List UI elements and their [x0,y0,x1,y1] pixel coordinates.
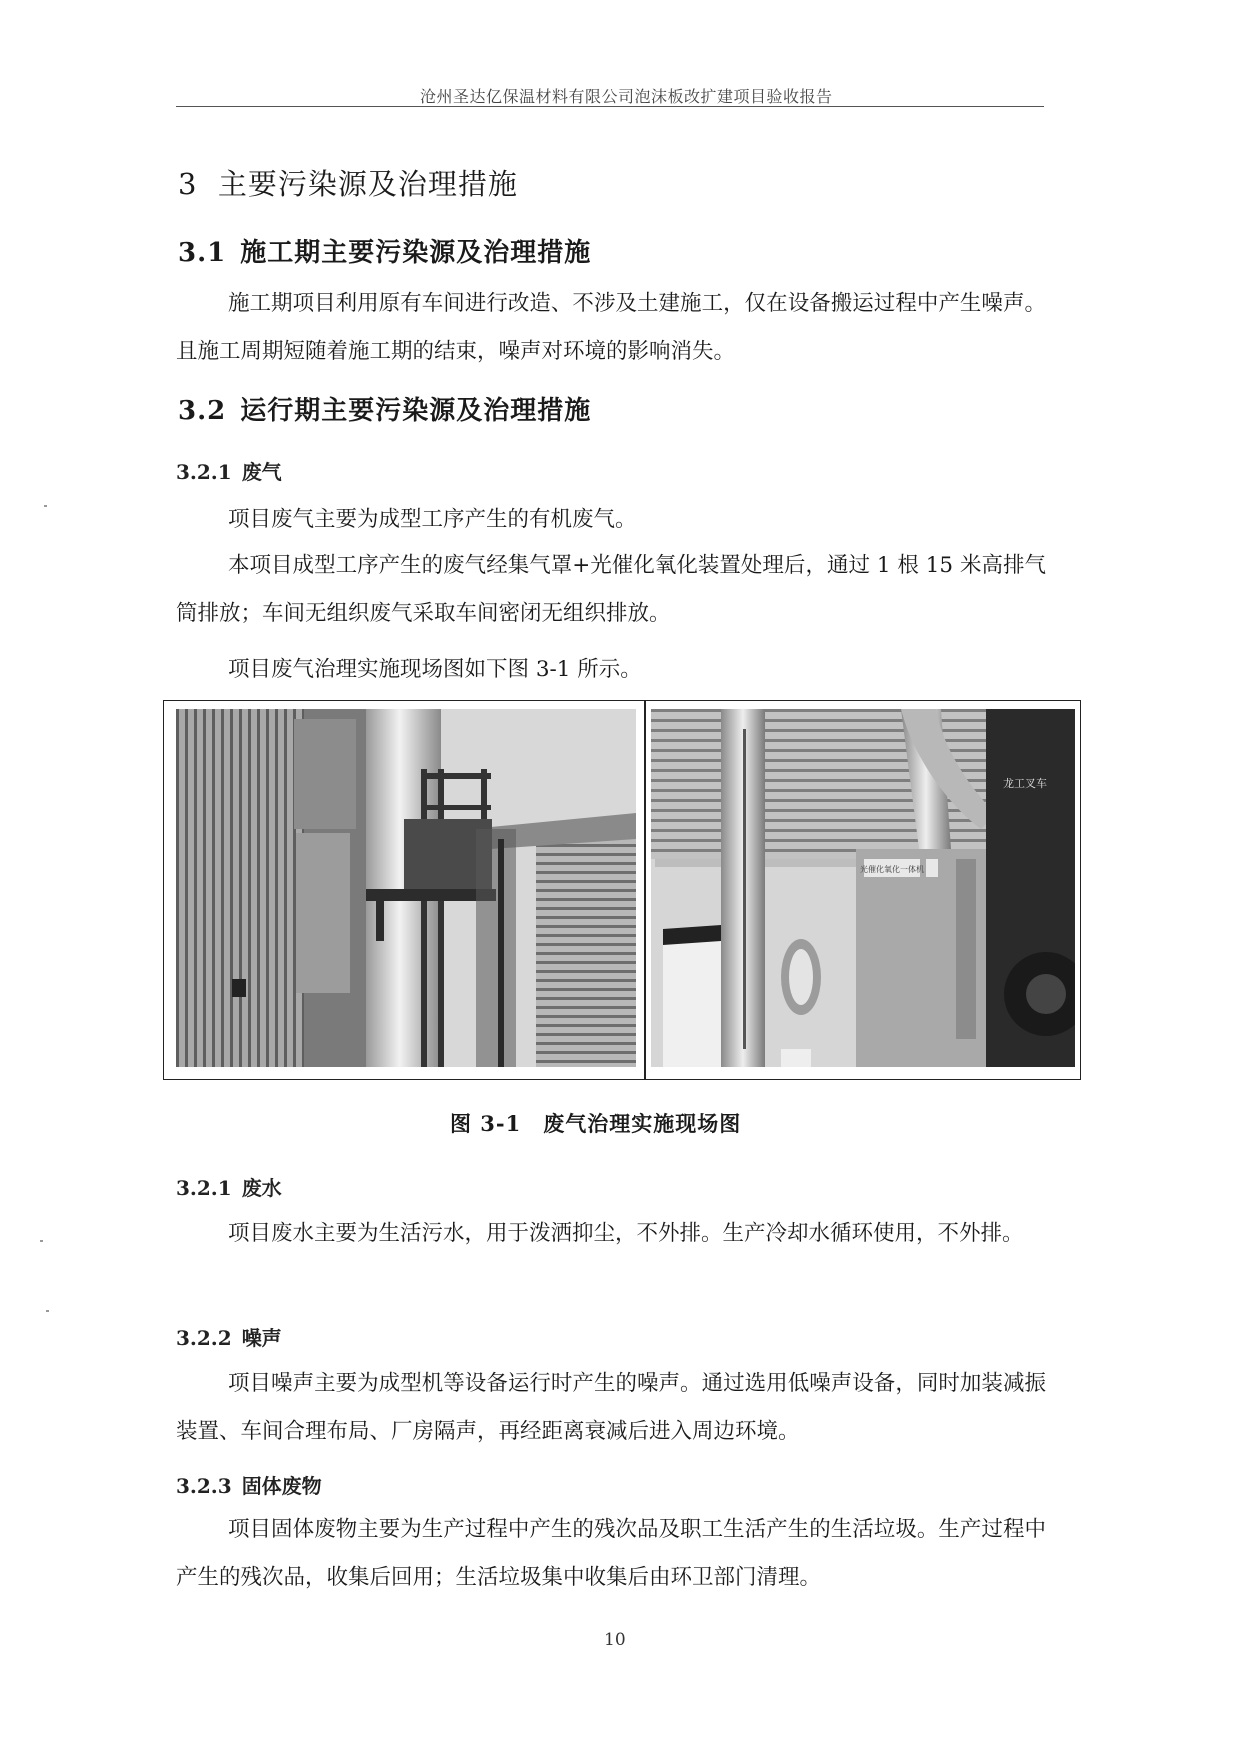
waste-gas-paragraph-3: 项目废气治理实施现场图如下图 3-1 所示。 [228,657,642,682]
solid-waste-heading [176,1470,322,1499]
photo-right-illustration [651,709,1075,1067]
header-divider [176,106,1044,107]
subsection-number: 3.2.3 [176,1474,232,1498]
section-3-2-heading [178,390,591,427]
machine-label-left: 光催化氧化一体机 [860,865,924,874]
running-header: 沧州圣达亿保温材料有限公司泡沫板改扩建项目验收报告 [420,87,833,106]
page-number: 10 [604,1630,626,1650]
figure-caption-text: 废气治理实施现场图 [543,1111,742,1136]
section-title: 施工期主要污染源及治理措施 [240,238,592,268]
subsection-title: 废气 [241,460,282,484]
scan-speck [44,505,47,507]
section-title: 主要污染源及治理措施 [217,167,518,201]
solid-waste-paragraph: 项目固体废物主要为生产过程中产生的残次品及职工生活产生的生活垃圾。生产过程中产生的残次品，收集后回用；生活垃圾集中收集后由环卫部门清理。 [176,1517,1046,1590]
noise-heading [176,1322,282,1351]
scan-speck [40,1240,43,1242]
section-title: 运行期主要污染源及治理措施 [240,396,592,426]
photo-left-illustration [176,709,636,1067]
figure-number: 图 3-1 [450,1111,522,1136]
section-3-1-heading [178,232,591,269]
subsection-title: 固体废物 [241,1474,322,1498]
scan-speck [46,1310,49,1312]
photo-photocatalytic-unit [651,709,1075,1067]
subsection-title: 废水 [241,1176,282,1200]
subsection-number: 3.2.2 [176,1326,232,1350]
section-number: 3 [178,167,198,201]
noise-paragraph: 项目噪声主要为成型机等设备运行时产生的噪声。通过选用低噪声设备，同时加装减振装置、车间合理布局、厂房隔声，再经距离衰减后进入周边环境。 [176,1371,1046,1444]
photo-forklift-exhaust-pipe [176,709,636,1067]
construction-paragraph: 施工期项目利用原有车间进行改造、不涉及土建施工，仅在设备搬运过程中产生噪声。且施工周期短随着施工期的结束，噪声对环境的影响消失。 [176,291,1046,364]
waste-water-heading [176,1172,282,1201]
subsection-number: 3.2.1 [176,460,232,484]
subsection-number: 3.2.1 [176,1176,232,1200]
figure-3-1 [163,700,1081,1080]
waste-gas-paragraph-1: 项目废气主要为成型工序产生的有机废气。 [228,507,637,532]
section-number: 3.1 [178,238,227,268]
waste-gas-heading [176,456,282,485]
figure-divider [644,701,646,1079]
subsection-title: 噪声 [241,1326,282,1350]
section-number: 3.2 [178,396,227,426]
figure-caption [450,1108,741,1138]
section-3-heading [178,162,518,203]
forklift-label: 龙工叉车 [1003,777,1047,790]
waste-gas-paragraph-2: 本项目成型工序产生的废气经集气罩+光催化氧化装置处理后，通过 1 根 15 米高排气筒排放；车间无组织废气采取车间密闭无组织排放。 [176,553,1046,626]
waste-water-paragraph: 项目废水主要为生活污水，用于泼洒抑尘，不外排。生产冷却水循环使用，不外排。 [228,1221,1024,1246]
